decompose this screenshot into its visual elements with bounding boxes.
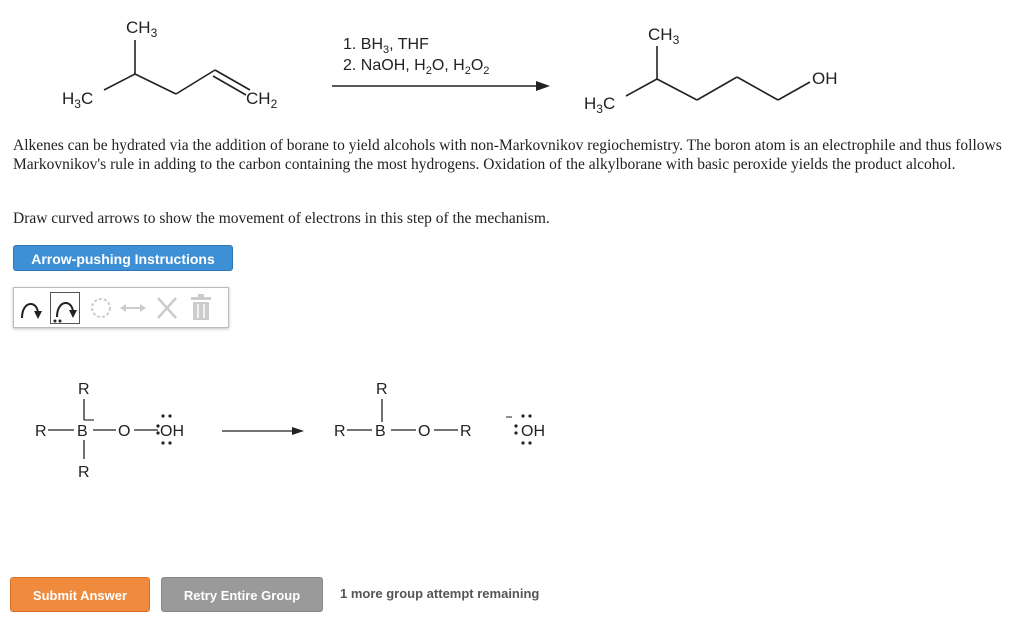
product-oh: OH xyxy=(812,69,838,88)
reactant-ch3: $CH_3$ xyxy=(126,18,158,40)
svg-text:B: B xyxy=(375,423,386,440)
svg-text:R: R xyxy=(376,381,388,398)
svg-text:R: R xyxy=(35,423,47,440)
mechanism-reactant xyxy=(35,381,184,481)
intro-paragraph: Alkenes can be hydrated via the addition of borane to yield alcohols with non-Markovnikov regiochemistry. The boron atom is an electrophile and thus follows Markovnikov's rule in adding to the carbon containing the most hydrogens. Oxidation of the alkylborane with basic peroxide yields the product alcohol. xyxy=(13,137,1002,173)
resonance-arrow-icon[interactable] xyxy=(118,292,148,324)
retry-entire-group-button[interactable]: Retry Entire Group xyxy=(161,577,323,612)
mechanism-step xyxy=(0,360,620,490)
attempts-remaining-text: 1 more group attempt remaining xyxy=(340,586,540,601)
reactant-h3c: $H_3C$ xyxy=(62,89,94,111)
svg-text:R: R xyxy=(78,381,90,398)
condition-step1: 1. $BH_3$, THF xyxy=(343,36,429,56)
svg-text:R: R xyxy=(78,464,90,481)
mechanism-product xyxy=(334,381,545,445)
svg-text:R: R xyxy=(460,423,472,440)
delete-x-icon[interactable] xyxy=(152,292,182,324)
instruction-text: Draw curved arrows to show the movement of electrons in this step of the mechanism. xyxy=(13,210,550,227)
product-skeleton xyxy=(626,46,810,100)
svg-text:R: R xyxy=(334,423,346,440)
product-h3c: $H_3C$ xyxy=(584,94,616,116)
drawing-toolbar xyxy=(13,287,229,328)
trash-icon[interactable] xyxy=(186,292,216,324)
svg-text:OH: OH xyxy=(521,423,545,440)
svg-text:O: O xyxy=(118,423,131,440)
svg-text:O: O xyxy=(418,423,431,440)
arrow-pushing-instructions-button[interactable]: Arrow-pushing Instructions xyxy=(13,245,233,271)
submit-answer-button[interactable]: Submit Answer xyxy=(10,577,150,612)
reactant-ch2: $CH_2$ xyxy=(246,89,278,111)
reactant-skeleton xyxy=(104,40,250,95)
product-ch3: $CH_3$ xyxy=(648,25,680,47)
svg-text:OH: OH xyxy=(160,423,184,440)
condition-step2: 2. NaOH, $H_2O$, $H_2O_2$ xyxy=(343,57,490,77)
reaction-scheme xyxy=(0,0,1024,125)
curved-arrow-from-lone-pair-icon[interactable] xyxy=(50,292,80,324)
svg-text:B: B xyxy=(77,423,88,440)
curved-arrow-two-electron-icon[interactable] xyxy=(16,292,46,324)
lasso-icon[interactable] xyxy=(86,292,116,324)
